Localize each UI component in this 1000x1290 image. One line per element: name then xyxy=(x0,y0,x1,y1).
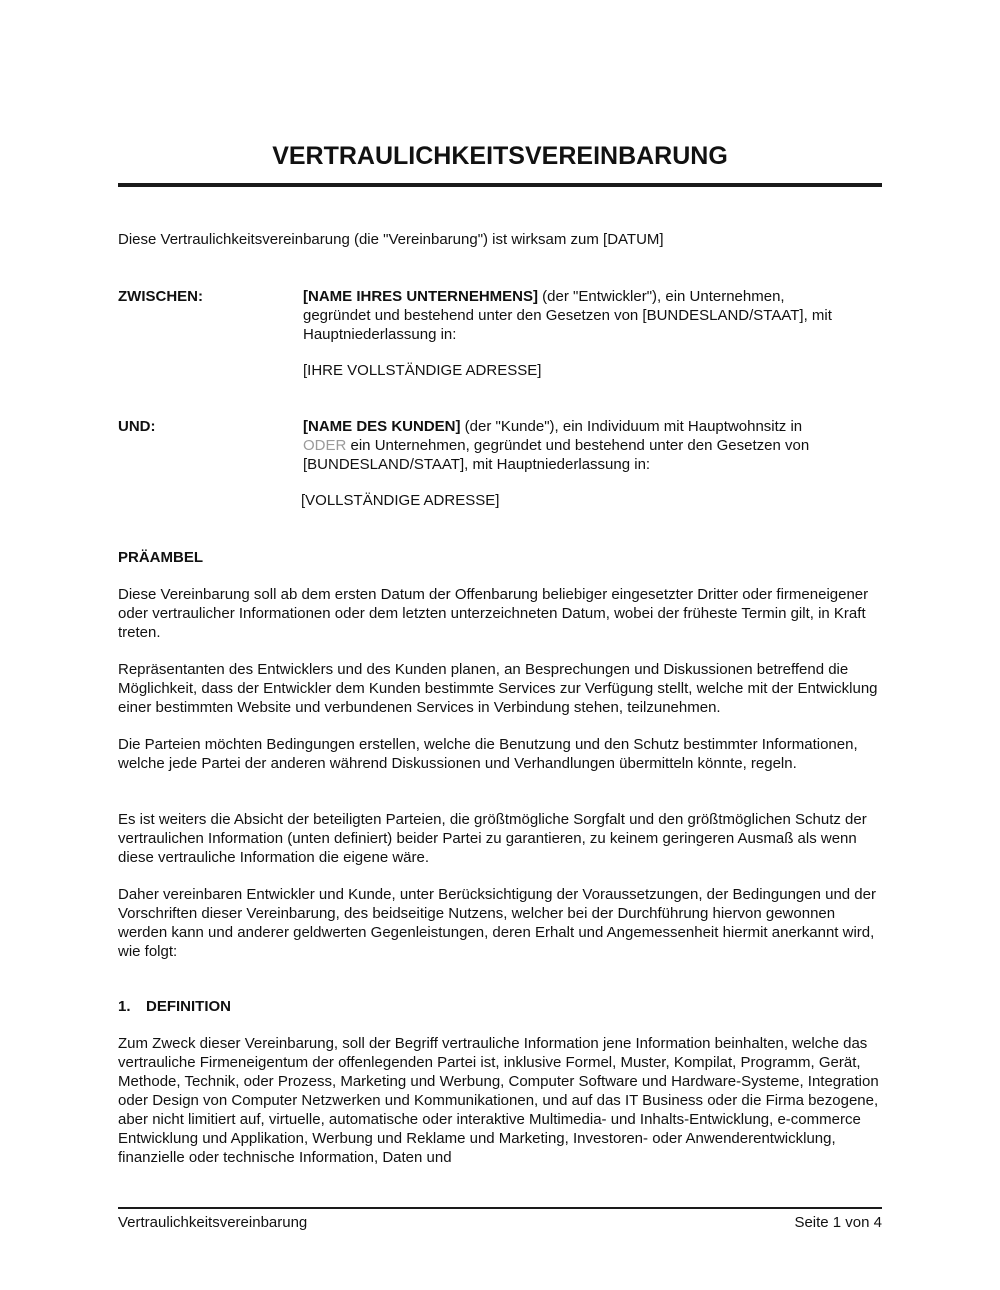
section-1-paragraph: Zum Zweck dieser Vereinbarung, soll der Begriff vertrauliche Information jene Information beinhalten, welche das vertrauliche Firmeneigentum der offenlegenden Partei ist, inklusive Formel, Muster, Kompilat, Programm, Gerät, Methode, Technik, oder Prozess, Marketing und Werbung, Computer Software und Hardware-Systeme, Integration oder Design von Computer Netzwerken und Kommunikationen, und auf das IT Business oder die Firma bezogene, aber nicht limitiert auf, virtuelle, automatische oder interaktive Multimedia- und Inhalts-Entwicklung, e-commerce Entwicklung und Applikation, Werbung und Reklame und Marketing, Investoren- oder Anwenderentwicklung, finanzielle oder technische Information, Daten und xyxy=(118,1035,879,1166)
party-name-client: [NAME DES KUNDEN] xyxy=(303,418,461,435)
party-label-und: UND: xyxy=(118,418,156,435)
intro-paragraph: Diese Vertraulichkeitsvereinbarung (die "Vereinbarung") ist wirksam zum [DATUM] xyxy=(118,231,664,248)
preamble-heading: PRÄAMBEL xyxy=(118,549,203,566)
party-line1: (der "Kunde"), ein Individuum mit Hauptwohnsitz in xyxy=(460,418,803,435)
footer-document-name: Vertraulichkeitsvereinbarung xyxy=(118,1214,308,1231)
oder-highlight: ODER xyxy=(303,437,347,454)
footer-page-number: Seite 1 von 4 xyxy=(794,1214,882,1231)
preamble-paragraph-3: Die Parteien möchten Bedingungen erstellen, welche die Benutzung und den Schutz bestimmter Informationen, welche jede Partei der anderen während Diskussionen und Verhandlungen übermitteln könnte, regeln. xyxy=(118,736,858,772)
preamble-paragraph-1: Diese Vereinbarung soll ab dem ersten Datum der Offenbarung beliebiger eingesetzter Dritter oder firmeneigener oder vertraulicher Informationen oder dem letzten unterzeichneten Datum, wobei der früheste Termin gilt, in Kraft treten. xyxy=(118,586,869,641)
party-line3: Hauptniederlassung in: xyxy=(303,326,457,343)
party-line3: [BUNDESLAND/STAAT], mit Hauptniederlassung in: xyxy=(303,456,651,473)
party-body-developer xyxy=(303,287,883,344)
document-title: VERTRAULICHKEITSVEREINBARUNG xyxy=(272,142,728,170)
section-number: 1. xyxy=(118,998,131,1015)
preamble-paragraph-2: Repräsentanten des Entwicklers und des Kunden planen, an Besprechungen und Diskussionen betreffend die Möglichkeit, dass der Entwickler dem Kunden bestimmte Services zur Verfügung stellt, welche mit der Entwicklung einer bestimmten Website und verbundenen Services in Verbindung stehen, teilzunehmen. xyxy=(118,661,878,716)
party-body-client xyxy=(303,417,883,474)
section-title: DEFINITION xyxy=(146,998,231,1015)
title-divider xyxy=(118,183,882,187)
party-address-client: [VOLLSTÄNDIGE ADRESSE] xyxy=(301,492,500,509)
preamble-paragraph-5: Daher vereinbaren Entwickler und Kunde, unter Berücksichtigung der Voraussetzungen, der Bedingungen und der Vorschriften dieser Vereinbarung, des beidseitige Nutzens, welcher bei der Durchführung hiervon gewonnen werden kann und anderer geldwerten Gegenleistungen, deren Erhalt und Angemessenheit hiermit anerkannt wird, wie folgt: xyxy=(118,886,876,960)
party-address-developer: [IHRE VOLLSTÄNDIGE ADRESSE] xyxy=(303,362,542,379)
party-line2: gegründet und bestehend unter den Gesetzen von [BUNDESLAND/STAAT], mit xyxy=(303,307,832,324)
party-name-developer: [NAME IHRES UNTERNEHMENS] xyxy=(303,288,539,305)
preamble-paragraph-4: Es ist weiters die Absicht der beteiligten Parteien, die größtmögliche Sorgfalt und den größtmöglichen Schutz der vertraulichen Information (unten definiert) beider Partei zu garantieren, zu keinem geringeren Ausmaß als wenn diese vertrauliche Information die eigene wäre. xyxy=(118,811,867,866)
party-line1: (der "Entwickler"), ein Unternehmen, xyxy=(538,288,785,305)
document-page xyxy=(118,0,882,1290)
section-1-heading xyxy=(118,997,231,1016)
party-label-zwischen: ZWISCHEN: xyxy=(118,288,203,305)
footer-divider xyxy=(118,1207,882,1209)
party-line2: ein Unternehmen, gegründet und bestehend unter den Gesetzen von xyxy=(346,437,810,454)
